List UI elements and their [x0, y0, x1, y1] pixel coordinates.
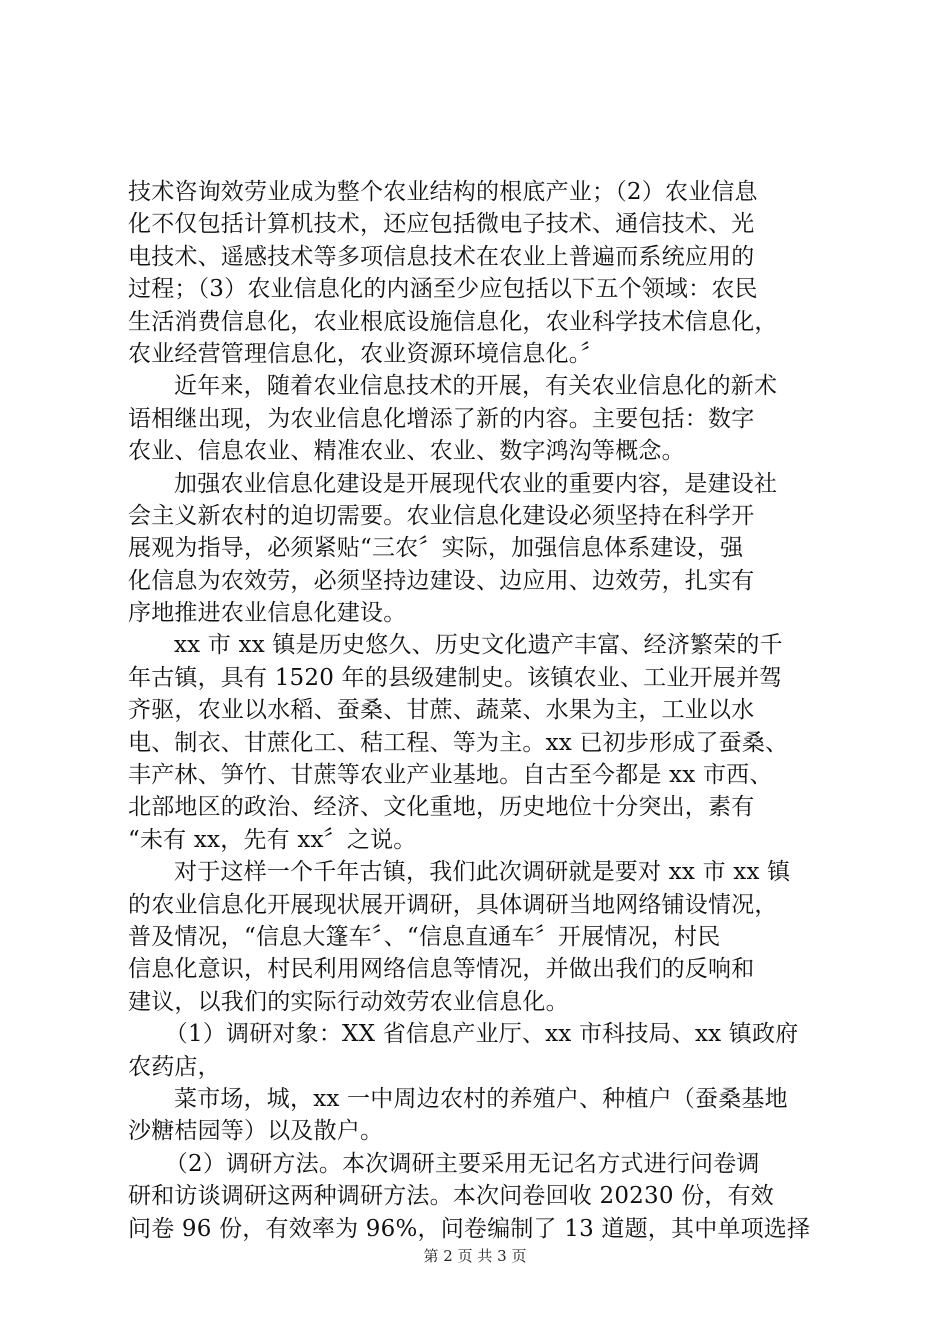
text-line: 建议，以我们的实际行动效劳农业信息化。	[128, 988, 569, 1015]
page-footer: 第 2 页 共 3 页	[423, 1247, 527, 1265]
text-line: 年古镇，具有 1520 年的县级建制史。该镇农业、工业开展并驾	[128, 664, 783, 691]
text-line: 问卷 96 份，有效率为 96%，问卷编制了 13 道题，其中单项选择	[128, 1215, 811, 1242]
text-line: 过程；（3）农业信息化的内涵至少应包括以下五个领域：农民	[128, 276, 758, 303]
text-line: 齐驱，农业以水稻、蚕桑、甘蔗、蔬菜、水果为主，工业以水	[128, 697, 755, 724]
text-line: 化信息为农效劳，必须坚持边建设、边应用、边效劳，扎实有	[128, 567, 755, 594]
document-body	[128, 176, 833, 1245]
text-line: 北部地区的政治、经济、文化重地，历史地位十分突出，素有	[128, 794, 755, 821]
text-line: （1）调研对象：XX 省信息产业厅、xx 市科技局、xx 镇政府	[164, 1021, 799, 1048]
text-line: “未有 xx，先有 xx〞之说。	[128, 826, 417, 853]
text-line: 农业经营管理信息化，农业资源环境信息化。〞	[128, 340, 604, 367]
text-line: 会主义新农村的迫切需要。农业信息化建设必须坚持在科学开	[128, 502, 755, 529]
text-line: 农业、信息农业、精准农业、农业、数字鸿沟等概念。	[128, 438, 685, 465]
text-line: 化不仅包括计算机技术，还应包括微电子技术、通信技术、光	[128, 211, 755, 238]
text-line: 研和访谈调研这两种调研方法。本次问卷回收 20230 份，有效	[128, 1183, 774, 1210]
text-line: 序地推进农业信息化建设。	[128, 600, 407, 627]
text-line: 对于这样一个千年古镇，我们此次调研就是要对 xx 市 xx 镇	[174, 859, 791, 886]
text-line: （2）调研方法。本次调研主要采用无记名方式进行问卷调	[164, 1150, 760, 1177]
text-line: 技术咨询效劳业成为整个农业结构的根底产业；（2）农业信息	[128, 179, 758, 205]
text-line: 电、制衣、甘蔗化工、秸工程、等为主。xx 已初步形成了蚕桑、	[128, 729, 789, 756]
text-line: 加强农业信息化建设是开展现代农业的重要内容，是建设社	[174, 470, 778, 497]
text-line: 生活消费信息化，农业根底设施信息化，农业科学技术信息化，	[128, 308, 778, 335]
text-line: 信息化意识，村民利用网络信息等情况，并做出我们的反响和	[128, 956, 755, 983]
text-line: 近年来，随着农业信息技术的开展，有关农业信息化的新术	[174, 373, 778, 400]
text-line: 展观为指导，必须紧贴“三农〞实际，加强信息体系建设，强	[128, 535, 744, 562]
text-line: 丰产林、笋竹、甘蔗等农业产业基地。自古至今都是 xx 市西、	[128, 762, 773, 789]
text-line: 普及情况，“信息大篷车〞、“信息直通车〞开展情况，村民	[128, 923, 721, 950]
text-line: 菜市场，城，xx 一中周边农村的养殖户、种植户（蚕桑基地	[174, 1085, 788, 1112]
text-line: 沙糖桔园等）以及散户。	[128, 1118, 384, 1145]
text-line: 语相继出现，为农业信息化增添了新的内容。主要包括：数字	[128, 405, 755, 432]
text-line: xx 市 xx 镇是历史悠久、历史文化遗产丰富、经济繁荣的千	[174, 632, 783, 659]
text-line: 电技术、遥感技术等多项信息技术在农业上普遍而系统应用的	[128, 243, 755, 270]
text-line: 农药店，	[128, 1053, 221, 1080]
text-line: 的农业信息化开展现状展开调研，具体调研当地网络铺设情况，	[128, 891, 778, 918]
